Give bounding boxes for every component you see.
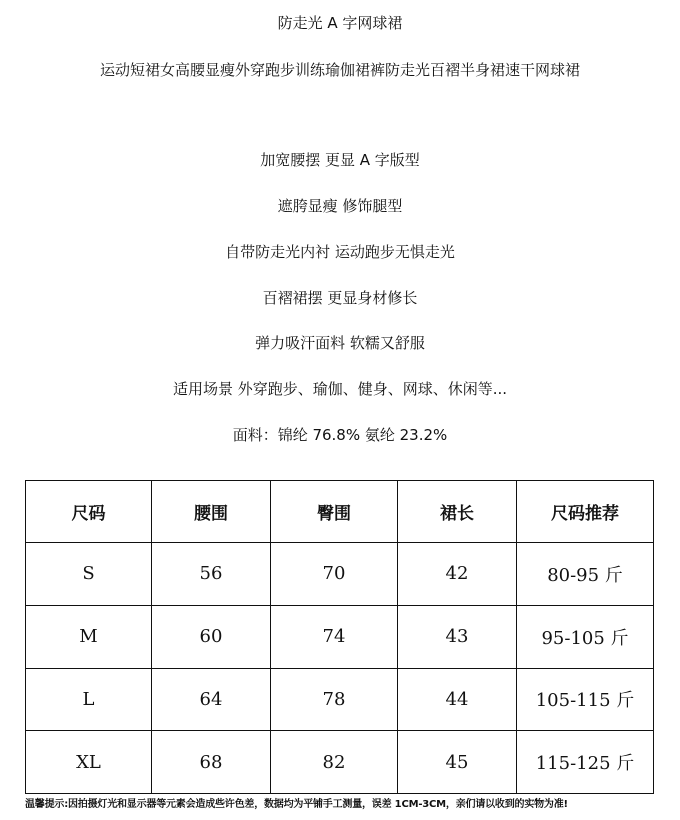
feature-pleats: 百褶裙摆 更显身材修长 bbox=[262, 289, 418, 307]
cell-length: 44 bbox=[398, 668, 517, 731]
table-row bbox=[26, 731, 654, 794]
cell-size: XL bbox=[26, 731, 152, 794]
cell-waist: 64 bbox=[152, 668, 271, 731]
disclaimer-note: 温馨提示:因拍摄灯光和显示器等元素会造成些许色差，数据均为平铺手工测量，误差 1CM-3CM，亲们请以收到的实物为准! bbox=[25, 799, 568, 810]
cell-length: 45 bbox=[398, 731, 517, 794]
cell-recommendation: 105-115 斤 bbox=[517, 668, 654, 731]
cell-recommendation: 80-95 斤 bbox=[517, 543, 654, 606]
table-row bbox=[26, 543, 654, 606]
cell-size: L bbox=[26, 668, 152, 731]
cell-recommendation: 115-125 斤 bbox=[517, 731, 654, 794]
cell-length: 42 bbox=[398, 543, 517, 606]
feature-waist: 加宽腰摆 更显 A 字版型 bbox=[260, 151, 420, 169]
cell-size: M bbox=[26, 605, 152, 668]
size-chart-table bbox=[25, 480, 654, 794]
feature-composition: 面料：锦纶 76.8% 氨纶 23.2% bbox=[232, 426, 448, 444]
product-title: 防走光 A 字网球裙 bbox=[277, 14, 403, 32]
feature-lining: 自带防走光内衬 运动跑步无惧走光 bbox=[225, 243, 455, 261]
cell-waist: 68 bbox=[152, 731, 271, 794]
header-waist: 腰围 bbox=[152, 481, 271, 543]
cell-length: 43 bbox=[398, 605, 517, 668]
feature-slimming: 遮胯显瘦 修饰腿型 bbox=[277, 197, 403, 215]
cell-recommendation: 95-105 斤 bbox=[517, 605, 654, 668]
cell-size: S bbox=[26, 543, 152, 606]
cell-waist: 60 bbox=[152, 605, 271, 668]
cell-hip: 78 bbox=[271, 668, 398, 731]
cell-hip: 82 bbox=[271, 731, 398, 794]
header-length: 裙长 bbox=[398, 481, 517, 543]
feature-fabric-feel: 弹力吸汗面料 软糯又舒服 bbox=[255, 334, 425, 352]
feature-scenarios: 适用场景 外穿跑步、瑜伽、健身、网球、休闲等... bbox=[172, 380, 508, 398]
table-row bbox=[26, 668, 654, 731]
header-recommendation: 尺码推荐 bbox=[517, 481, 654, 543]
cell-hip: 74 bbox=[271, 605, 398, 668]
header-hip: 臀围 bbox=[271, 481, 398, 543]
header-size: 尺码 bbox=[26, 481, 152, 543]
cell-hip: 70 bbox=[271, 543, 398, 606]
product-subtitle: 运动短裙女高腰显瘦外穿跑步训练瑜伽裙裤防走光百褶半身裙速干网球裙 bbox=[99, 61, 580, 79]
size-chart-header-row bbox=[26, 481, 654, 543]
table-row bbox=[26, 605, 654, 668]
cell-waist: 56 bbox=[152, 543, 271, 606]
